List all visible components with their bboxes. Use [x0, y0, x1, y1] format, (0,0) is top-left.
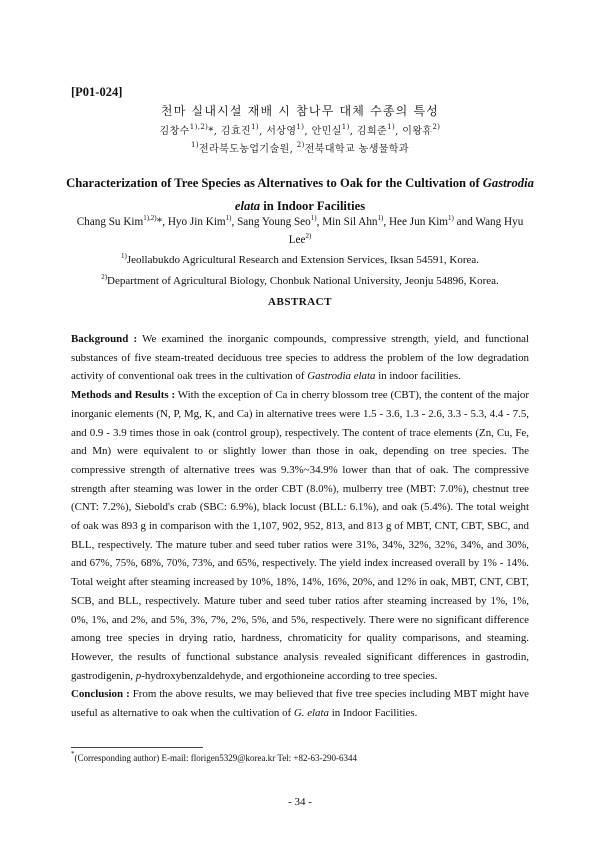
methods-text: With the exception of Ca in cherry blossom tree (CBT), the content of the major inorganic elements (N, P, Mg, K, and Ca) in alternative trees were 1.5 - 3.6, 1.3 - 2.6, 3.3 - 5.3, 4.4 - 7.5, and 0.9 - 3.9 times those in oak (control group), respectively. The content of trace elements (Zn, Cu, Fe, and Mn) were equivalent to or slightly lower than those in oak, depending on tree species. The compressive strength of alternative trees was 9.3%~34.9% lower than that of oak. The compressive strength after steaming was lower in the order CBT (8.0%), mulberry tree (MBT: 7.0%), chestnut tree (CNT: 7.2%), Siebold's crab (SBC: 6.9%), black locust (BLL: 6.1%), and oak (5.4%). The total weight of oak was 893 g in comparison with the 1,107, 902, 952, 813, and 813 g of MBT, CNT, CBT, SBC, and BLL, respectively. The mature tuber and seed tuber ratios were 31%, 34%, 32%, 32%, 34%, and 30%, and 67%, 75%, 68%, 70%, 73%, and 65%, respectively. The yield index increased overall by 1% - 14%. Total weight after steaming increased by 10%, 18%, 14%, 16%, 20%, and 12% in oak, MBT, CNT, CBT, SCB, and BLL, respectively. Mature tuber and seed tuber ratios after steaming increased by 1%, 1%, 0%, 1%, and 2%, and 5%, 3%, 7%, 2%, 5%, and 5%, respectively. There were no significant difference among tree species in drying ratio, hardness, chromaticity for quality comparisons, and steaming. However, the results of functional substance analysis revealed significant differences in gastrodin, gastrodigenin, p-hydroxybenzaldehyde, and ergothioneine according to tree species.	[71, 389, 530, 682]
abstract-body	[71, 330, 529, 723]
english-authors: Chang Su Kim$^{1),2)}$*, Hyo Jin Kim$^{1)}$, Sang Young Seo$^{1)}$, Min Sil Ahn$^{1)}$, Hee Jun Kim$^{1)}$ and Wang Hyu Lee$^{2)}$	[76, 214, 524, 246]
abstract-code: [P01-024]	[71, 85, 123, 99]
methods-paragraph	[71, 386, 529, 685]
background-text: We examined the inorganic compounds, compressive strength, yield, and functional substances of five steam-treated deciduous tree species to address the problem of the low degradation activity of conventional oak trees in the cultivation of Gastrodia elata in indoor facilities.	[71, 333, 529, 383]
abstract-heading: ABSTRACT	[268, 296, 332, 308]
background-label: Background :	[71, 333, 138, 345]
korean-authors: 김창수$^{1),2)}$*, 김효진$^{1)}$, 서상영$^{1)}$, 안민실$^{1)}$, 김희준$^{1)}$, 이왕휴$^{2)}$	[159, 123, 441, 137]
korean-title: 천마 실내시설 재배 시 참나무 대체 수종의 특성	[160, 104, 440, 118]
english-title: Characterization of Tree Species as Alternatives to Oak for the Cultivation of Gastrodia elata in Indoor Facilities	[66, 176, 534, 213]
affiliation-1: $^{1)}$Jeollabukdo Agricultural Research and Extension Services, Iksan 54591, Korea.	[120, 252, 480, 266]
background-paragraph	[71, 330, 529, 386]
conclusion-label: Conclusion :	[71, 688, 130, 701]
conclusion-paragraph	[71, 685, 529, 722]
methods-label: Methods and Results :	[71, 389, 176, 402]
korean-affiliations: $^{1)}$전라북도농업기술원, $^{2)}$전북대학교 농생물학과	[191, 141, 409, 155]
corresponding-author-footnote: *(Corresponding author) E-mail: florigen5329@korea.kr Tel: +82-63-290-6344	[71, 750, 358, 763]
page-number: - 34 -	[288, 796, 312, 808]
affiliation-2: $^{2)}$Department of Agricultural Biology, Chonbuk National University, Jeonju 54896, Korea.	[101, 273, 499, 287]
conclusion-text: From the above results, we may believed that five tree species including MBT might have useful as alternative to oak when the cultivation of G. elata in Indoor Facilities.	[71, 688, 529, 720]
footnote-divider	[71, 747, 203, 748]
